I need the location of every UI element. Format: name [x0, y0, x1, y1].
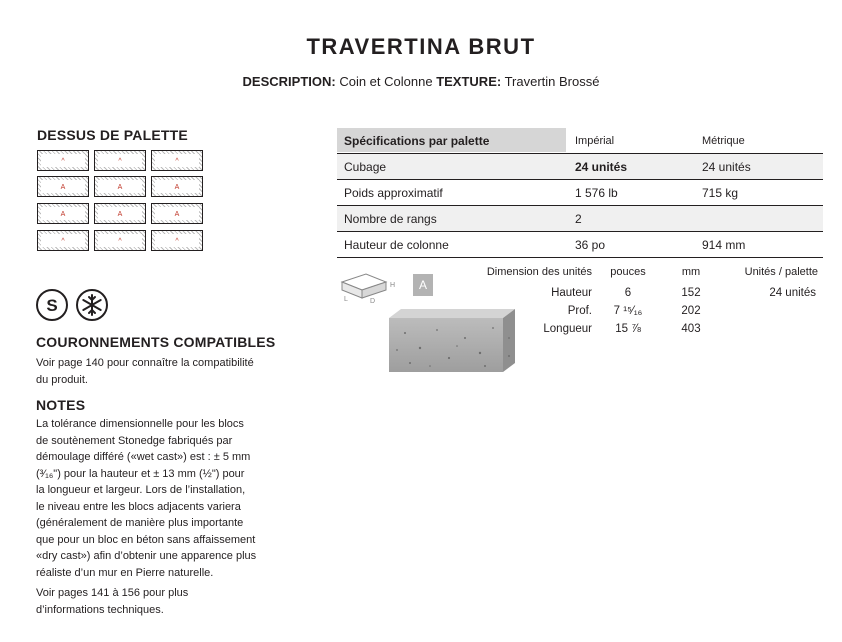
- pallet-block: [37, 230, 89, 251]
- text-line: que pour un bloc en béton sans affaissement: [36, 533, 256, 546]
- pallet-block: [151, 230, 203, 251]
- s-badge-icon: [36, 289, 68, 321]
- pallet-mark: A: [41, 180, 85, 193]
- pallet-block: [94, 150, 146, 171]
- pallet-block: [94, 230, 146, 251]
- dim-cell: 7 ¹⁵⁄₁₆: [613, 305, 643, 317]
- dim-header-inches: pouces: [610, 266, 646, 278]
- text-line: «dry cast») afin d’obtenir une apparence plus: [36, 550, 257, 562]
- pallet-block: [151, 150, 203, 171]
- texture-label: TEXTURE:: [436, 74, 502, 89]
- pallet-mark: A: [41, 207, 85, 220]
- dim-row: [478, 323, 592, 335]
- pallet-mark: A: [155, 180, 199, 193]
- pallet-block: [37, 203, 89, 224]
- pallet-block: [37, 150, 89, 171]
- pallet-mark: A: [155, 207, 199, 220]
- text-line: le niveau entre les blocs adjacents variera: [36, 500, 241, 513]
- text-line: d’informations techniques.: [36, 603, 164, 616]
- pallet-block: [37, 176, 89, 197]
- spec-header-label: Spécifications par palette: [337, 128, 566, 152]
- spec-cell: Hauteur de colonne: [344, 238, 449, 252]
- spec-cell: 914 mm: [702, 238, 746, 252]
- text-line: de soutènement Stonedge fabriqués par: [36, 434, 233, 447]
- pallet-mark: A: [98, 180, 142, 193]
- dim-cell: 15 ⅞: [615, 323, 641, 335]
- pallet-mark: ^: [155, 154, 199, 167]
- table-row: [337, 154, 823, 180]
- dim-cell: 152: [681, 287, 701, 299]
- description-line: [0, 74, 842, 89]
- dim-row: [478, 287, 592, 299]
- spec-cell: 715 kg: [702, 186, 739, 200]
- pallet-mark: ^: [41, 234, 85, 247]
- text-line: du produit.: [36, 373, 88, 386]
- notes-heading: NOTES: [36, 397, 86, 413]
- pallet-block: [151, 203, 203, 224]
- spec-cell: 24 unités: [575, 160, 628, 174]
- dim-header-label: Dimension des unités: [486, 266, 592, 278]
- block-dimension-diagram: [336, 270, 406, 304]
- dim-cell: 6: [624, 287, 632, 299]
- diagram-label-d: D: [370, 298, 376, 304]
- diagram-label-l: L: [344, 296, 348, 303]
- svg-text:S: S: [46, 296, 58, 315]
- description-label: DESCRIPTION:: [242, 74, 336, 89]
- snowflake-icon: [76, 289, 108, 321]
- pallet-block: [94, 176, 146, 197]
- dim-cell: Longueur: [543, 323, 592, 335]
- spec-cell: Nombre de rangs: [344, 212, 437, 226]
- spec-header-metric: Métrique: [702, 135, 745, 147]
- text-line: Voir page 140 pour connaître la compatibilité: [36, 357, 254, 369]
- table-row: [337, 206, 823, 232]
- spec-cell: 24 unités: [702, 160, 751, 174]
- dim-cell: 403: [681, 323, 701, 335]
- text-line: (généralement de manière plus importante: [36, 517, 244, 529]
- text-line: démoulage différé («wet cast») est : ± 5 mm: [36, 451, 251, 463]
- pallet-mark: A: [98, 207, 142, 220]
- pallet-mark: ^: [98, 234, 142, 247]
- spec-cell: 1 576 lb: [575, 186, 618, 200]
- notes-footer: [36, 585, 306, 618]
- text-line: la longueur et largeur. Lors de l’installation,: [36, 484, 246, 496]
- variant-badge: A: [413, 274, 433, 296]
- pallet-block: [151, 176, 203, 197]
- dim-row: [478, 305, 592, 317]
- notes-text: [36, 416, 306, 581]
- dim-cell: Hauteur: [551, 287, 592, 299]
- dim-cell: Prof.: [567, 305, 592, 317]
- pallet-diagram: [37, 150, 203, 254]
- pallet-mark: ^: [41, 154, 85, 167]
- dim-header-mm: mm: [681, 266, 701, 278]
- spec-table: [337, 128, 823, 258]
- spec-cell: 36 po: [575, 238, 606, 252]
- pallet-mark: ^: [98, 154, 142, 167]
- page-title: TRAVERTINA BRUT: [306, 34, 536, 59]
- pallet-block: [94, 203, 146, 224]
- couronnements-heading: COURONNEMENTS COMPATIBLES: [36, 334, 276, 350]
- block-image: [385, 308, 520, 373]
- dim-cell: 202: [681, 305, 701, 317]
- spec-header-imperial: Impérial: [575, 135, 615, 147]
- diagram-label-h: H: [390, 282, 396, 289]
- dim-header-units: Unités / palette: [744, 266, 818, 278]
- texture-value: Travertin Brossé: [504, 74, 600, 89]
- table-row: [337, 180, 823, 206]
- table-row: [337, 232, 823, 258]
- spec-cell: Poids approximatif: [344, 186, 443, 200]
- spec-header-row: [337, 128, 823, 154]
- pallet-mark: ^: [155, 234, 199, 247]
- text-line: Voir pages 141 à 156 pour plus: [36, 587, 189, 599]
- spec-cell: Cubage: [344, 160, 387, 174]
- couronnements-text: [36, 355, 296, 388]
- text-line: (³⁄₁₆") pour la hauteur et ± 13 mm (½") pour: [36, 467, 245, 480]
- text-line: La tolérance dimensionnelle pour les blocs: [36, 418, 244, 430]
- pallet-heading: DESSUS DE PALETTE: [37, 127, 188, 143]
- description-value: Coin et Colonne: [339, 74, 433, 89]
- text-line: réaliste d’un mur en Pierre naturelle.: [36, 566, 214, 579]
- dim-cell: 24 unités: [769, 287, 816, 299]
- spec-cell: 2: [575, 212, 582, 226]
